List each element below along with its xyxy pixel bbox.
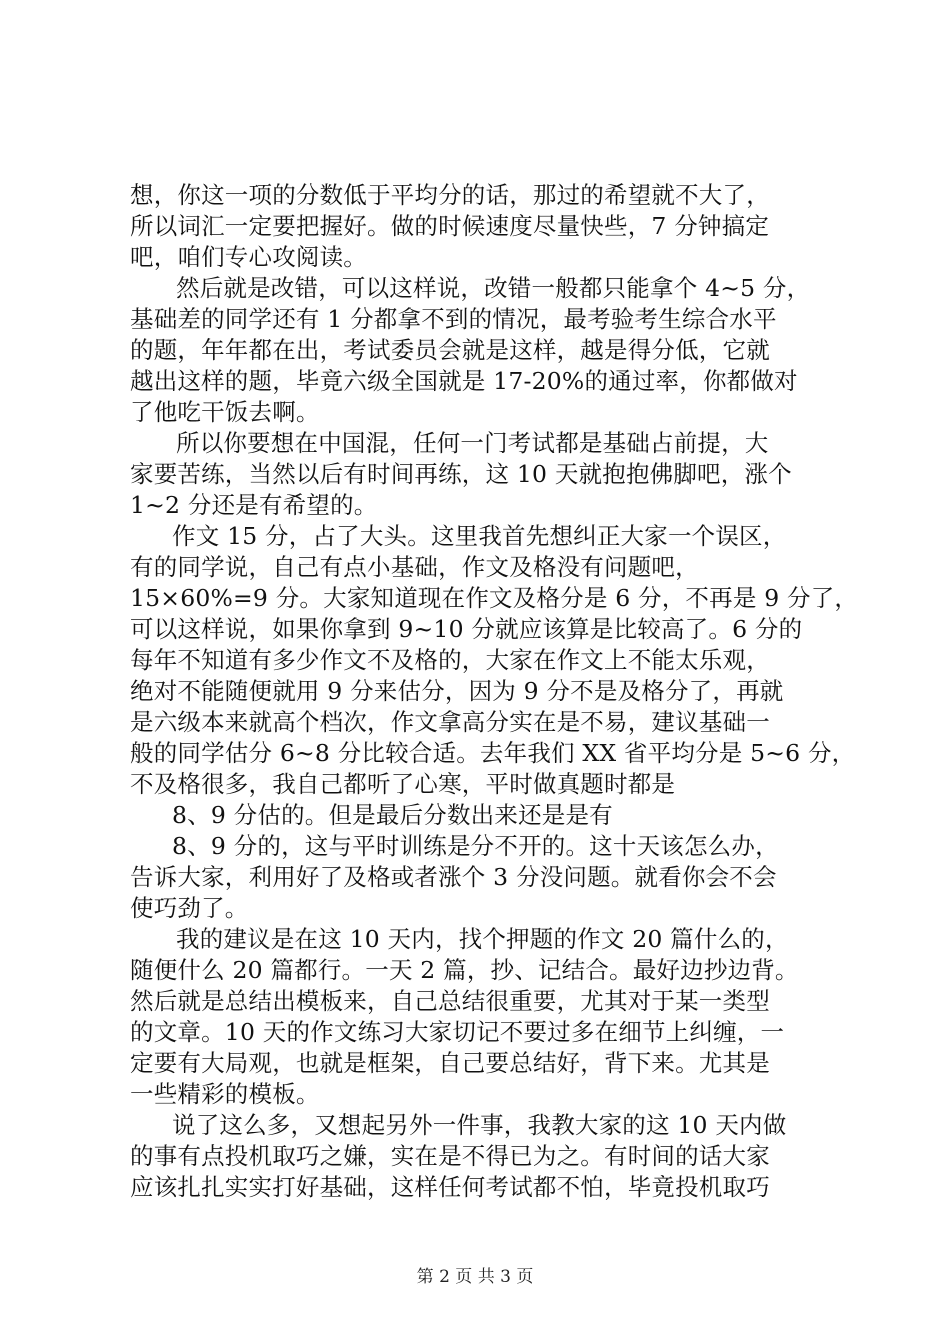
text-line: 不及格很多，我自己都听了心寒，平时做真题时都是 (130, 770, 676, 798)
text-line: 家要苦练，当然以后有时间再练，这 10 天就抱抱佛脚吧，涨个 (130, 460, 792, 488)
text-line: 般的同学估分 6~8 分比较合适。去年我们 XX 省平均分是 5~6 分， (130, 739, 856, 767)
page-number-footer: 第 2 页 共 3 页 (416, 1267, 534, 1287)
text-line: 然后就是总结出模板来，自己总结很重要，尤其对于某一类型 (130, 987, 770, 1015)
text-line: 告诉大家，利用好了及格或者涨个 3 分没问题。就看你会不会 (130, 863, 777, 891)
text-line: 绝对不能随便就用 9 分来估分，因为 9 分不是及格分了，再就 (130, 677, 784, 705)
text-line: 有的同学说，自己有点小基础，作文及格没有问题吧， (130, 553, 699, 581)
text-line: 使巧劲了。 (130, 894, 249, 922)
text-line: 应该扎扎实实打好基础，这样任何考试都不怕，毕竟投机取巧 (130, 1173, 770, 1201)
text-line: 1~2 分还是有希望的。 (130, 491, 378, 519)
text-line: 了他吃干饭去啊。 (130, 398, 320, 426)
text-line: 所以词汇一定要把握好。做的时候速度尽量快些，7 分钟搞定 (130, 212, 770, 240)
text-line: 的文章。10 天的作文练习大家切记不要过多在细节上纠缠，一 (130, 1018, 785, 1046)
text-line: 越出这样的题，毕竟六级全国就是 17-20%的通过率，你都做对 (130, 367, 798, 395)
text-line: 说了这么多，又想起另外一件事，我教大家的这 10 天内做 (172, 1111, 787, 1139)
text-line: 我的建议是在这 10 天内，找个押题的作文 20 篇什么的， (176, 925, 789, 953)
text-line: 8、9 分的，这与平时训练是分不开的。这十天该怎么办， (172, 832, 779, 860)
text-line: 8、9 分估的。但是最后分数出来还是是有 (172, 801, 613, 829)
text-line: 的事有点投机取巧之嫌，实在是不得已为之。有时间的话大家 (130, 1142, 770, 1170)
text-line: 随便什么 20 篇都行。一天 2 篇，抄、记结合。最好边抄边背。 (130, 956, 799, 984)
text-line: 可以这样说，如果你拿到 9~10 分就应该算是比较高了。6 分的 (130, 615, 803, 643)
text-line: 吧，咱们专心攻阅读。 (130, 243, 367, 271)
text-line: 15×60%=9 分。大家知道现在作文及格分是 6 分，不再是 9 分了， (130, 584, 859, 612)
text-line: 想，你这一项的分数低于平均分的话，那过的希望就不大了， (130, 181, 770, 209)
text-line: 每年不知道有多少作文不及格的，大家在作文上不能太乐观， (130, 646, 770, 674)
text-line: 作文 15 分，占了大头。这里我首先想纠正大家一个误区， (172, 522, 787, 550)
text-line: 基础差的同学还有 1 分都拿不到的情况，最考验考生综合水平 (130, 305, 777, 333)
text-line: 定要有大局观，也就是框架，自己要总结好，背下来。尤其是 (130, 1049, 770, 1077)
text-line: 所以你要想在中国混，任何一门考试都是基础占前提，大 (176, 429, 769, 457)
text-line: 然后就是改错，可以这样说，改错一般都只能拿个 4~5 分， (176, 274, 811, 302)
text-line: 是六级本来就高个档次，作文拿高分实在是不易，建议基础一 (130, 708, 770, 736)
text-line: 一些精彩的模板。 (130, 1080, 320, 1108)
text-line: 的题，年年都在出，考试委员会就是这样，越是得分低，它就 (130, 336, 770, 364)
